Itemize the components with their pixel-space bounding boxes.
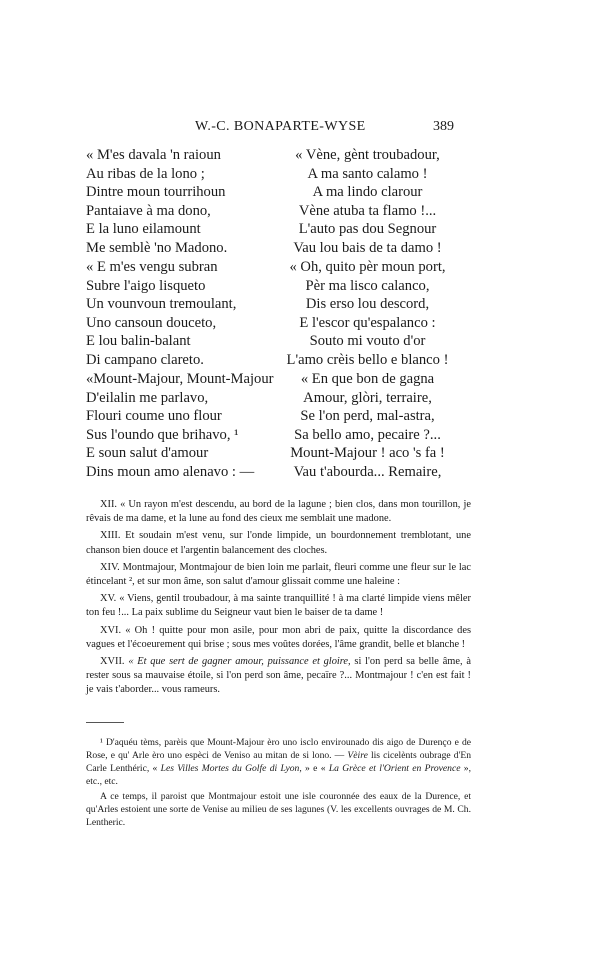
verse-line: Dins moun amo alenavo : — — [86, 463, 255, 480]
verse-line: « E m'es vengu subran — [86, 259, 218, 275]
verse-line: Sus l'oundo que brihavo, ¹ — [86, 426, 239, 443]
poem-stanza-left-1 — [86, 146, 276, 258]
verse-line: Di campano clareto. — [86, 351, 204, 368]
prose-translation — [86, 498, 471, 701]
verse-line: Un vounvoun tremoulant, — [86, 296, 237, 313]
verse-line: «Mount-Majour, Mount-Majour — [86, 371, 274, 387]
stanza-number: XIV. — [100, 561, 120, 573]
poem-stanza-right-3 — [270, 370, 465, 482]
footnote-text: », etc., etc. — [86, 763, 471, 787]
verse-line: A ma santo calamo ! — [307, 165, 428, 182]
verse-line: Me semblè 'no Madono. — [86, 239, 228, 256]
translation-lead-italic: « Et que sert de gagner amour, puissance et gloire, — [128, 656, 351, 668]
stanza-number: XIII. — [100, 530, 121, 542]
verse-line: Sa bello amo, pecaire ?... — [294, 426, 441, 443]
translation-paragraph — [86, 561, 471, 589]
verse-line: « M'es davala 'n raioun — [86, 147, 221, 163]
verse-line: Subre l'aigo lisqueto — [86, 277, 206, 294]
poem-stanza-right-2 — [270, 258, 465, 370]
verse-line: D'eilalin me parlavo, — [86, 389, 209, 406]
poem-stanza-left-2 — [86, 258, 276, 370]
translation-paragraph — [86, 592, 471, 620]
verse-line: E lou balin-balant — [86, 333, 191, 350]
stanza-number: XVI. — [100, 624, 122, 636]
verse-line: Dis erso lou descord, — [305, 296, 430, 313]
verse-line: « Vène, gènt troubadour, — [295, 147, 440, 163]
verse-line: Mount-Majour ! aco 's fa ! — [290, 445, 445, 462]
verse-line: E l'escor qu'espalanco : — [299, 314, 436, 331]
book-title: La Grèce et l'Orient en Provence — [328, 763, 461, 774]
translation-paragraph — [86, 529, 471, 557]
verse-line: Se l'on perd, mal-astra, — [300, 408, 435, 425]
verse-line: Uno cansoun douceto, — [86, 314, 217, 331]
footnote-text: , » e « — [299, 763, 329, 774]
verse-line: Amour, glòri, terraire, — [303, 389, 432, 406]
verse-line: Souto mi vouto d'or — [309, 333, 426, 350]
running-title: W.-C. BONAPARTE-WYSE — [195, 119, 366, 134]
verse-line: Pèr ma lisco calanco, — [305, 277, 430, 294]
poem-stanza-right-1 — [270, 146, 465, 258]
verse-line: E soun salut d'amour — [86, 445, 209, 462]
translation-text: « Oh ! quitte pour mon asile, pour mon abri de paix, quitte la discordance des vagues et l'écoeurement qui brise ; sous mes voûtes dorées, l'âme grandit, belle et blanche ! — [86, 624, 471, 650]
stanza-number: XV. — [100, 593, 117, 605]
translation-paragraph — [86, 624, 471, 652]
verse-line: A ma lindo clarour — [312, 184, 423, 201]
footnote-text: ¹ D'aquéu tèms, parèis que Mount-Majour èro uno isclo envirounado dis aigo de Durenço e de Rose, e qu' Arle èro uno espèci de Veniso au mitan de si lono. — — [86, 737, 471, 761]
verse-line: L'amo crèis bello e blanco ! — [286, 351, 449, 368]
footnote-text: lis cicelènts oubrage d'En Carle Lenthéric, « — [86, 750, 471, 774]
stanza-number: XII. — [100, 499, 118, 510]
running-header — [0, 119, 600, 139]
verse-line: L'auto pas dou Segnour — [298, 221, 437, 238]
verse-line: Pantaiave à ma dono, — [86, 202, 211, 219]
stanza-number: XVII. — [100, 656, 125, 668]
footnote-italic: Vèire — [347, 750, 368, 761]
verse-line: E la luno eilamount — [86, 221, 201, 238]
translation-text: « Viens, gentil troubadour, à ma sainte tranquillité ! à ma clarté limpide viens mêler ton feu !... La paix sublime du Seigneur vaut bien le baiser de ta dame ! — [86, 593, 471, 619]
verse-line: Au ribas de la lono ; — [86, 165, 205, 182]
translation-text: « Un rayon m'est descendu, au bord de la lagune ; bien clos, dans mon tourillon, je rêvais de ma dame, et la lune au fond des cieux me semblait une madone. — [86, 499, 471, 525]
verse-line: Vène atuba ta flamo !... — [298, 202, 437, 219]
translation-paragraph — [86, 655, 471, 698]
translation-text: Montmajour, Montmajour de bien loin me parlait, fleuri comme une fleur sur le lac étincelant ², et sur mon âme, son salut d'amour glissait comme une haleine : — [86, 561, 471, 588]
verse-line: Vau lou bais de ta damo ! — [293, 239, 442, 256]
verse-line: « En que bon de gagna — [300, 371, 435, 387]
verse-line: Flouri coume uno flour — [86, 408, 222, 425]
verse-line: Vau t'abourda... Remaire, — [293, 463, 442, 480]
page-number: 389 — [433, 119, 454, 134]
translation-text: Et soudain m'est venu, sur l'onde limpide, un bourdonnement tremblotant, une chanson bien douce et l'argentin balancement des cloches. — [86, 530, 471, 556]
footnotes — [86, 736, 471, 831]
verse-line: Dintre moun tourrihoun — [86, 184, 226, 201]
footnote-provencal — [86, 736, 471, 788]
footnote-french — [86, 790, 471, 829]
footnote-rule — [86, 722, 124, 723]
poem-stanza-left-3 — [86, 370, 276, 482]
book-title: Les Villes Mortes du Golfe di Lyon — [160, 763, 300, 774]
translation-paragraph — [86, 498, 471, 526]
verse-line: « Oh, quito pèr moun port, — [289, 259, 446, 275]
footnote-text: A ce temps, il paroist que Montmajour estoit une isle couronnée des eaux de la Durence, et qu'Arles estoient une sorte de Venise au milieu de ses lagunes (V. les excellents ouvrages de M. Ch. Lentheric. — [86, 791, 471, 828]
translation-text: si l'on perd sa belle âme, à rester sous sa mauvaise étoile, si l'on perd son âme, pecaïre ?... Montmajour ! c'en est fait ! je vais t'aborder... vous rameurs. — [86, 656, 471, 696]
